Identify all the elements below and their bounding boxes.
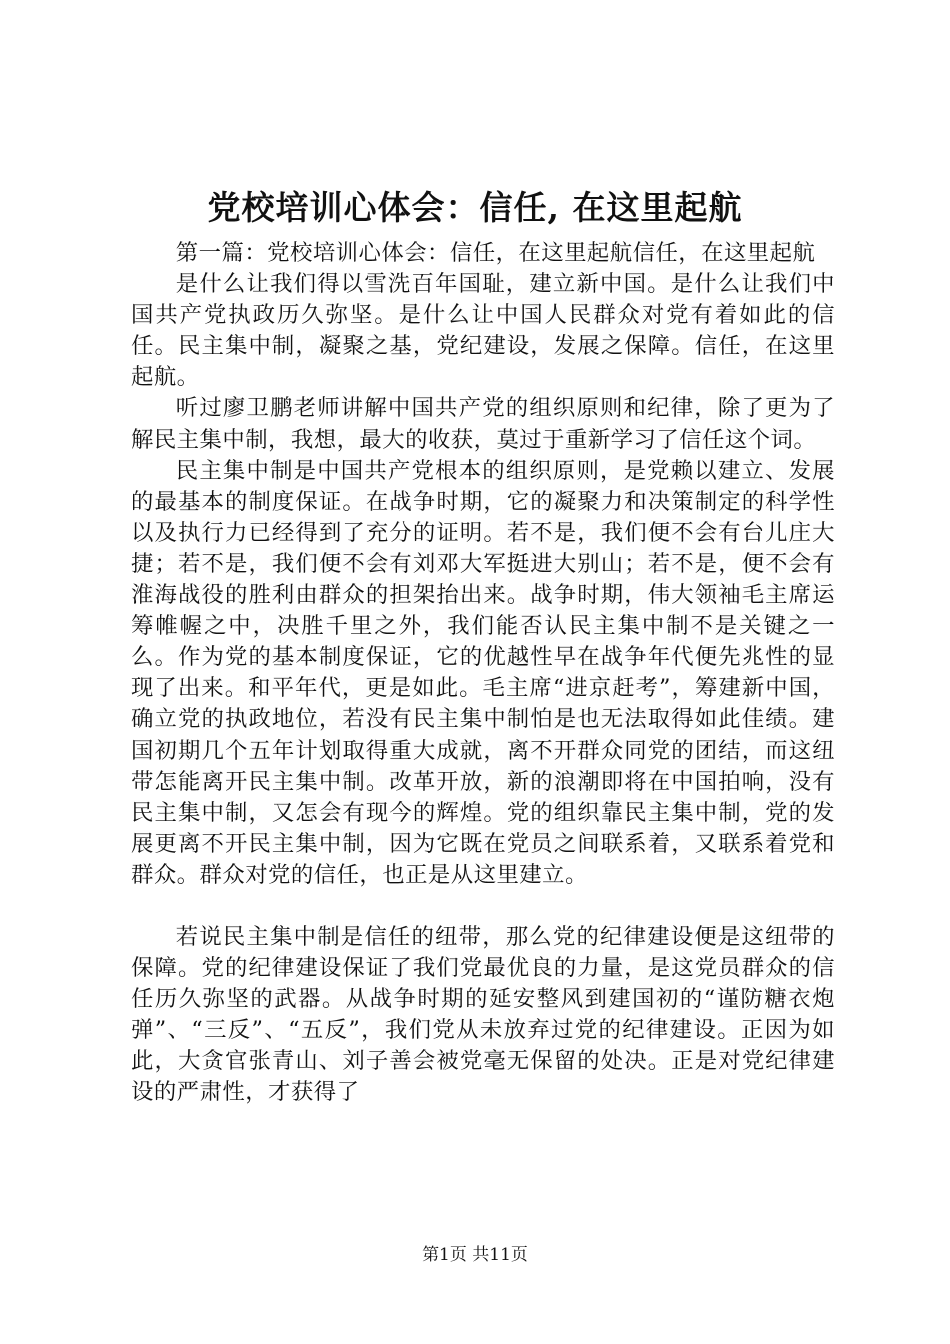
paragraph-4: 民主集中制是中国共产党根本的组织原则，是党赖以建立、发展的最基本的制度保证。在战争时期，它的凝聚力和决策制定的科学性以及执行力已经得到了充分的证明。若不是，我们便不会有台儿庄大捷；若不是，我们便不会有刘邓大军挺进大别山；若不是，便不会有淮海战役的胜利由群众的担架抬出来。战争时期，伟大领袖毛主席运筹帷幄之中，决胜千里之外，我们能否认民主集中制不是关键之一么。作为党的基本制度保证，它的优越性早在战争年代便先兆性的显现了出来。和平年代，更是如此。毛主席“进京赶考”，筹建新中国，确立党的执政地位，若没有民主集中制怕是也无法取得如此佳绩。建国初期几个五年计划取得重大成就，离不开群众同党的团结，而这纽带怎能离开民主集中制。改革开放，新的浪潮即将在中国拍响，没有民主集中制，又怎会有现今的辉煌。党的组织靠民主集中制，党的发展更离不开民主集中制，因为它既在党员之间联系着，又联系着党和群众。群众对党的信任，也正是从这里建立。	[131, 457, 835, 888]
paragraph-3: 听过廖卫鹏老师讲解中国共产党的组织原则和纪律，除了更为了解民主集中制，我想，最大的收获，莫过于重新学习了信任这个词。	[131, 395, 835, 453]
paragraph-1: 第一篇：党校培训心体会：信任，在这里起航信任，在这里起航	[175, 240, 816, 266]
document-body	[131, 238, 835, 1109]
document-title: 党校培训心体会：信任, 在这里起航	[207, 188, 743, 227]
paragraph-5: 若说民主集中制是信任的纽带，那么党的纪律建设便是这纽带的保障。党的纪律建设保证了我们党最优良的力量，是这党员群众的信任历久弥坚的武器。从战争时期的延安整风到建国初的“谨防糖衣炮弹”、“三反”、“五反”，我们党从未放弃过党的纪律建设。正因为如此，大贪官张青山、刘子善会被党毫无保留的处决。正是对党纪律建设的严肃性，才获得了	[131, 923, 835, 1106]
paragraph-2: 是什么让我们得以雪洗百年国耻，建立新中国。是什么让我们中国共产党执政历久弥坚。是什么让中国人民群众对党有着如此的信任。民主集中制，凝聚之基，党纪建设，发展之保障。信任，在这里起航。	[131, 271, 835, 391]
page-number-footer: 第1页 共11页	[422, 1245, 528, 1265]
